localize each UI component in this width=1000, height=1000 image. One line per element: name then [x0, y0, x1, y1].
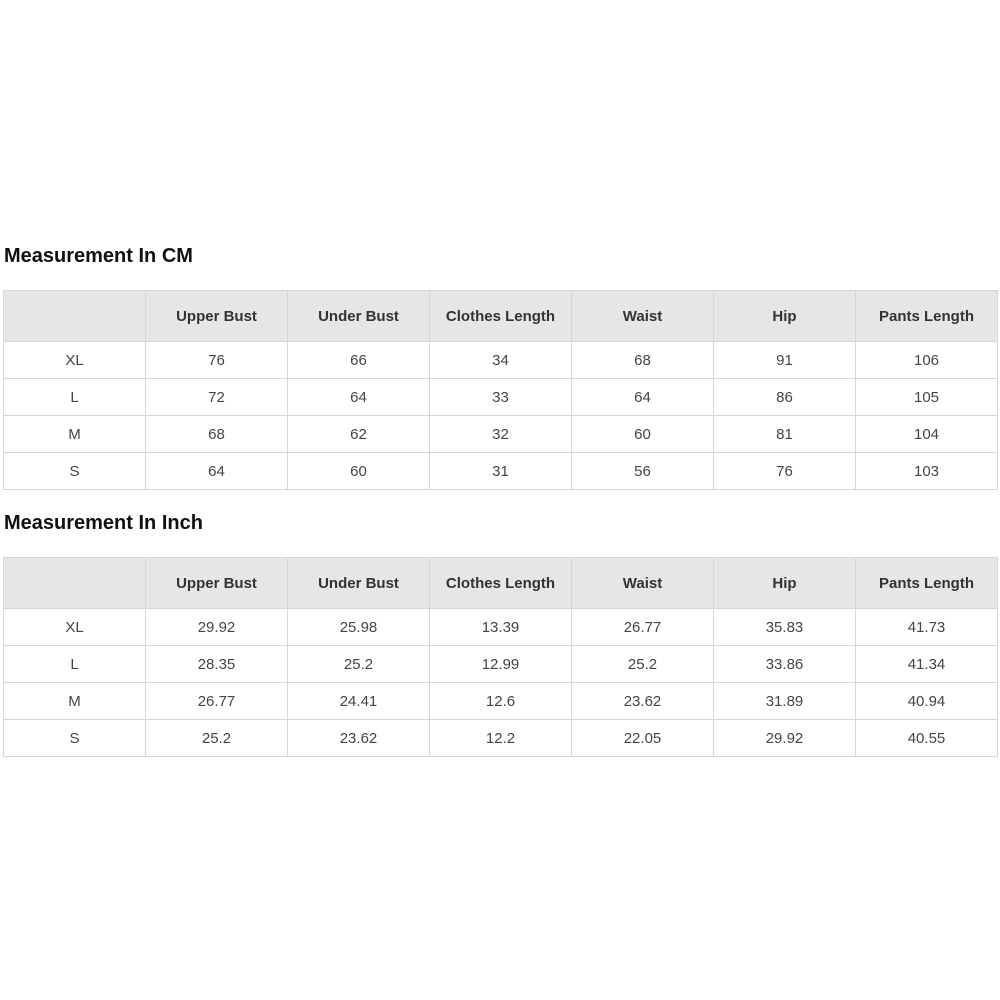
upper-bust-value: 28.35 [146, 646, 288, 683]
header-pants-length: Pants Length [856, 558, 998, 609]
hip-value: 31.89 [714, 683, 856, 720]
hip-value: 33.86 [714, 646, 856, 683]
pants-length-value: 40.55 [856, 720, 998, 757]
upper-bust-value: 76 [146, 342, 288, 379]
measurement-cm-title: Measurement In CM [4, 245, 193, 267]
clothes-length-value: 32 [430, 416, 572, 453]
table-header-row [4, 291, 998, 342]
clothes-length-value: 12.99 [430, 646, 572, 683]
pants-length-value: 105 [856, 379, 998, 416]
waist-value: 22.05 [572, 720, 714, 757]
under-bust-value: 24.41 [288, 683, 430, 720]
header-clothes-length: Clothes Length [430, 291, 572, 342]
waist-value: 60 [572, 416, 714, 453]
clothes-length-value: 31 [430, 453, 572, 490]
size-label: M [4, 416, 146, 453]
hip-value: 91 [714, 342, 856, 379]
pants-length-value: 41.73 [856, 609, 998, 646]
size-label: XL [4, 342, 146, 379]
table-row [4, 646, 998, 683]
header-size [4, 291, 146, 342]
header-hip: Hip [714, 558, 856, 609]
under-bust-value: 23.62 [288, 720, 430, 757]
measurement-inch-section [3, 505, 997, 757]
hip-value: 35.83 [714, 609, 856, 646]
waist-value: 25.2 [572, 646, 714, 683]
under-bust-value: 64 [288, 379, 430, 416]
clothes-length-value: 34 [430, 342, 572, 379]
measurement-inch-table [3, 557, 998, 757]
hip-value: 29.92 [714, 720, 856, 757]
pants-length-value: 103 [856, 453, 998, 490]
waist-value: 64 [572, 379, 714, 416]
header-upper-bust: Upper Bust [146, 558, 288, 609]
size-label: S [4, 720, 146, 757]
measurement-inch-title: Measurement In Inch [4, 512, 203, 534]
header-under-bust: Under Bust [288, 291, 430, 342]
header-upper-bust: Upper Bust [146, 291, 288, 342]
pants-length-value: 104 [856, 416, 998, 453]
clothes-length-value: 12.6 [430, 683, 572, 720]
size-label: L [4, 646, 146, 683]
header-waist: Waist [572, 291, 714, 342]
hip-value: 81 [714, 416, 856, 453]
header-size [4, 558, 146, 609]
waist-value: 23.62 [572, 683, 714, 720]
table-row [4, 683, 998, 720]
table-row [4, 416, 998, 453]
upper-bust-value: 26.77 [146, 683, 288, 720]
upper-bust-value: 64 [146, 453, 288, 490]
under-bust-value: 62 [288, 416, 430, 453]
clothes-length-value: 33 [430, 379, 572, 416]
measurement-cm-table [3, 290, 998, 490]
size-label: S [4, 453, 146, 490]
header-hip: Hip [714, 291, 856, 342]
header-under-bust: Under Bust [288, 558, 430, 609]
upper-bust-value: 25.2 [146, 720, 288, 757]
under-bust-value: 25.2 [288, 646, 430, 683]
pants-length-value: 106 [856, 342, 998, 379]
hip-value: 76 [714, 453, 856, 490]
table-header-row [4, 558, 998, 609]
pants-length-value: 40.94 [856, 683, 998, 720]
pants-length-value: 41.34 [856, 646, 998, 683]
table-row [4, 609, 998, 646]
header-waist: Waist [572, 558, 714, 609]
waist-value: 68 [572, 342, 714, 379]
clothes-length-value: 12.2 [430, 720, 572, 757]
measurement-cm-section [3, 238, 997, 490]
header-clothes-length: Clothes Length [430, 558, 572, 609]
size-label: M [4, 683, 146, 720]
under-bust-value: 25.98 [288, 609, 430, 646]
clothes-length-value: 13.39 [430, 609, 572, 646]
table-row [4, 453, 998, 490]
under-bust-value: 66 [288, 342, 430, 379]
table-row [4, 720, 998, 757]
upper-bust-value: 72 [146, 379, 288, 416]
upper-bust-value: 29.92 [146, 609, 288, 646]
hip-value: 86 [714, 379, 856, 416]
table-row [4, 342, 998, 379]
header-pants-length: Pants Length [856, 291, 998, 342]
size-label: L [4, 379, 146, 416]
size-label: XL [4, 609, 146, 646]
table-row [4, 379, 998, 416]
upper-bust-value: 68 [146, 416, 288, 453]
waist-value: 26.77 [572, 609, 714, 646]
under-bust-value: 60 [288, 453, 430, 490]
waist-value: 56 [572, 453, 714, 490]
